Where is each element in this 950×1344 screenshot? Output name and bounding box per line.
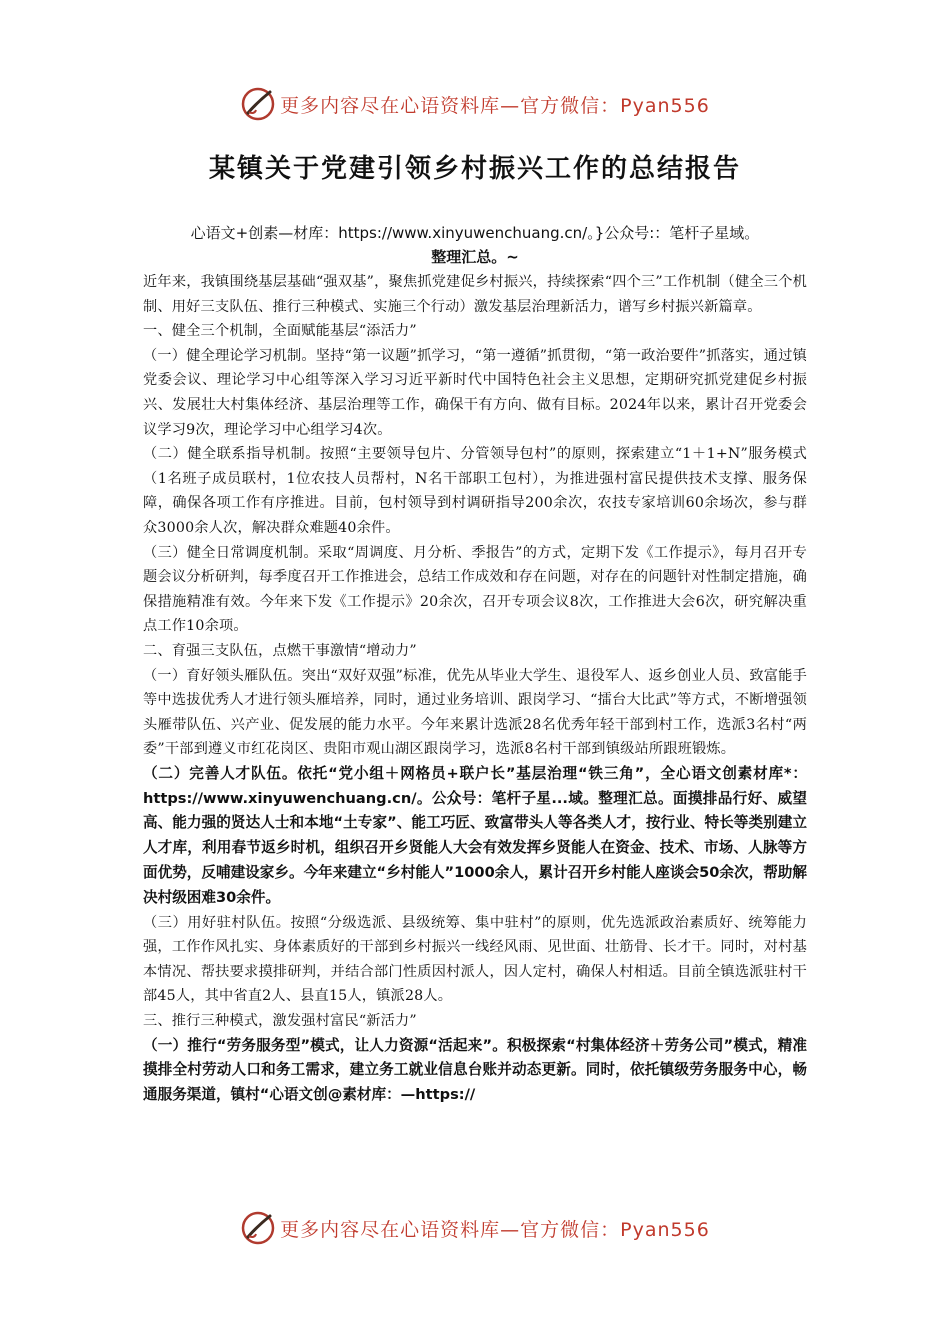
document-body [143,270,807,1108]
paragraph-2-3: （三）用好驻村队伍。按照“分级选派、县级统筹、集中驻村”的原则，优先选派政治素质好、统筹能力强，工作作风扎实、身体素质好的干部到乡村振兴一线经风雨、见世面、壮筋骨、长才干。同时，对村基本情况、帮扶要求摸排研判，并结合部门性质因村派人，因人定村，确保人村相适。目前全镇选派驻村干部45人，其中省直2人、县直15人，镇派28人。 [143,914,807,1005]
source-line-1: 心语文+创素—材库：https://www.xinyuwenchuang.cn/。}公众号:：笔杆子星域。 [190,224,760,242]
banner-text: 更多内容尽在心语资料库—官方微信：Pyan556 [280,1218,710,1241]
source-line-2: 整理汇总。~ [431,248,519,266]
banner-text: 更多内容尽在心语资料库—官方微信：Pyan556 [280,94,710,117]
section-heading-2: 二、育强三支队伍，点燃干事激情“增动力” [143,642,417,659]
header-banner [0,84,950,124]
paragraph-intro: 近年来，我镇围绕基层基础“强双基”，聚焦抓党建促乡村振兴，持续探索“四个三”工作机制（健全三个机制、用好三支队伍、推行三种模式、实施三个行动）激发基层治理新活力，谱写乡村振兴新篇章。 [143,274,807,315]
paragraph-3-1: （一）推行“劳务服务型”模式，让人力资源“活起来”。积极探索“村集体经济＋劳务公司”模式，精准摸排全村劳动人口和务工需求，建立务工就业信息台账并动态更新。同时，依托镇级劳务服务中心，畅通服务渠道，镇村“心语文创@素材库：—https:// [143,1036,807,1104]
paragraph-1-3: （三）健全日常调度机制。采取“周调度、月分析、季报告”的方式，定期下发《工作提示》，每月召开专题会议分析研判，每季度召开工作推进会，总结工作成效和存在问题，对存在的问题针对性制定措施，确保措施精准有效。今年来下发《工作提示》20余次，召开专项会议8次，工作推进大会6次，研究解决重点工作10余项。 [143,544,807,635]
section-heading-3: 三、推行三种模式，激发强村富民“新活力” [143,1013,417,1030]
paragraph-2-2: （二）完善人才队伍。依托“党小组＋网格员+联户长”基层治理“铁三角”，全心语文创素材库*：https://www.xinyuwenchuang.cn/。公众号：笔杆子星...域。整理汇总。面摸排品行好、威望高、能力强的贤达人士和本地“土专家”、能工巧匠、致富带头人等各类人才，按行业、特长等类别建立人才库，利用春节返乡时机，组织召开乡贤能人大会有效发挥乡贤能人在资金、技术、市场、人脉等方面优势，反哺建设家乡。今年来建立“乡村能人”1000余人，累计召开乡村能人座谈会50余次，帮助解决村级困难30余件。 [143,764,807,906]
paragraph-1-2: （二）健全联系指导机制。按照“主要领导包片、分管领导包村”的原则，探索建立“1＋1+N”服务模式（1名班子成员联村，1位农技人员帮村，N名干部职工包村），为推进强村富民提供技术支撑、服务保障，确保各项工作有序推进。目前，包村领导到村调研指导200余次，农技专家培训60余场次，参与群众3000余人次，解决群众难题40余件。 [143,446,807,536]
paragraph-1-1: （一）健全理论学习机制。坚持“第一议题”抓学习，“第一遵循”抓贯彻，“第一政治要件”抓落实，通过镇党委会议、理论学习中心组等深入学习习近平新时代中国特色社会主义思想，定期研究抓党建促乡村振兴、发展壮大村集体经济、基层治理等工作，确保干有方向、做有目标。2024年以来，累计召开党委会议学习9次，理论学习中心组学习4次。 [143,347,807,438]
paragraph-2-1: （一）育好领头雁队伍。突出“双好双强”标准，优先从毕业大学生、退役军人、返乡创业人员、致富能手等中选拔优秀人才进行领头雁培养，同时，通过业务培训、跟岗学习、“擂台大比武”等方式，不断增强领头雁带队伍、兴产业、促发展的能力水平。今年来累计选派28名优秀年轻干部到村工作，选派3名村“两委”干部到遵义市红花岗区、贵阳市观山湖区跟岗学习，选派8名村干部到镇级站所跟班锻炼。 [143,667,807,758]
brush-pen-logo-icon [240,1210,276,1246]
brush-pen-logo-icon [240,86,276,122]
section-heading-1: 一、健全三个机制，全面赋能基层“添活力” [143,323,417,340]
document-title: 某镇关于党建引领乡村振兴工作的总结报告 [208,154,741,184]
footer-banner [0,1208,950,1248]
